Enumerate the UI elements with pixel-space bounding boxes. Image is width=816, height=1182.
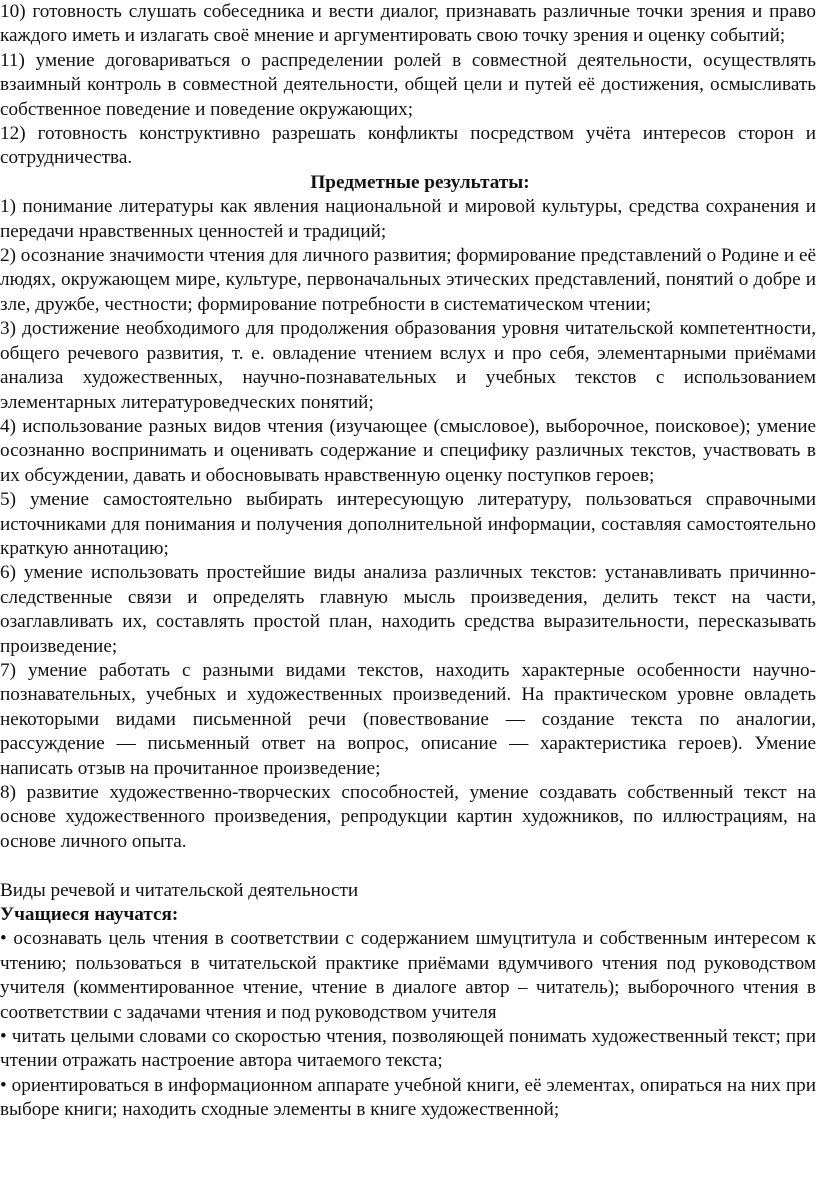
list-item: 6) умение использовать простейшие виды анализа различных текстов: устанавливать причинно-следственные связи и определять главную мысль произведения, делить текст на части, озаглавливать их, составлять простой план, находить средства выразительности, пересказывать произведение;: [0, 562, 816, 657]
subject-results-heading: Предметные результаты:: [310, 171, 530, 193]
list-item: 11) умение договариваться о распределении ролей в совместной деятельности, осуществлять взаимный контроль в совместной деятельности, общей цели и путей её достижения, осмысливать собственное поведение и поведение окружающих;: [0, 49, 816, 120]
list-item: 8) развитие художественно-творческих способностей, умение создавать собственный текст на основе художественного произведения, репродукции картин художников, по иллюстрациям, на основе личного опыта.: [0, 782, 816, 852]
list-item: 3) достижение необходимого для продолжения образования уровня читательской компетентности, общего речевого развития, т. е. овладение чтением вслух и про себя, элементарными приёмами анализа художественных, научно-познавательных и учебных текстов с использованием элементарных литературоведческих понятий;: [0, 318, 816, 413]
list-item: 5) умение самостоятельно выбирать интересующую литературу, пользоваться справочными источниками для понимания и получения дополнительной информации, составляя самостоятельно краткую аннотацию;: [0, 489, 816, 559]
section-title: Виды речевой и читательской деятельности: [0, 879, 359, 901]
list-item: 4) использование разных видов чтения (изучающее (смысловое), выборочное, поисковое); умение осознанно воспринимать и оценивать содержание и специфику различных текстов, участвовать в их обсуждении, давать и обосновывать нравственную оценку поступков героев;: [0, 415, 816, 486]
list-item: 2) осознание значимости чтения для личного развития; формирование представлений о Родине и её людях, окружающем мире, культуре, первоначальных этических представлений, понятий о добре и зле, дружбе, честности; формирование потребности в систематическом чтении;: [0, 245, 816, 315]
list-item: 1) понимание литературы как явления национальной и мировой культуры, средства сохранения и передачи нравственных ценностей и традиций;: [0, 196, 816, 242]
students-heading: Учащиеся научатся:: [0, 904, 179, 926]
bullet-item: • осознавать цель чтения в соответствии с содержанием шмуцтитула и собственным интересом к чтению; пользоваться в читательской практике приёмами вдумчивого чтения под руководством учителя (комментированное чтение, чтение в диалоге автор – читатель); выборочного чтения в соответствии с задачами чтения и под руководством учителя: [0, 928, 816, 1023]
list-item: 12) готовность конструктивно разрешать конфликты посредством учёта интересов сторон и сотрудничества.: [0, 123, 816, 169]
bullet-item: • ориентироваться в информационном аппарате учебной книги, её элементах, опираться на них при выборе книги; находить сходные элементы в книге художественной;: [0, 1074, 816, 1121]
bullet-item: • читать целыми словами со скоростью чтения, позволяющей понимать художественный текст; при чтении отражать настроение автора читаемого текста;: [0, 1026, 816, 1072]
list-item: 7) умение работать с разными видами текстов, находить характерные особенности научно-познавательных, учебных и художественных произведений. На практическом уровне овладеть некоторыми видами письменной речи (повествование — создание текста по аналогии, рассуждение — письменный ответ на вопрос, описание — характеристика героев). Умение написать отзыв на прочитанное произведение;: [0, 659, 816, 779]
list-item: 10) готовность слушать собеседника и вести диалог, признавать различные точки зрения и право каждого иметь и излагать своё мнение и аргументировать свою точку зрения и оценку событий;: [0, 1, 816, 47]
spacer: [0, 854, 816, 878]
